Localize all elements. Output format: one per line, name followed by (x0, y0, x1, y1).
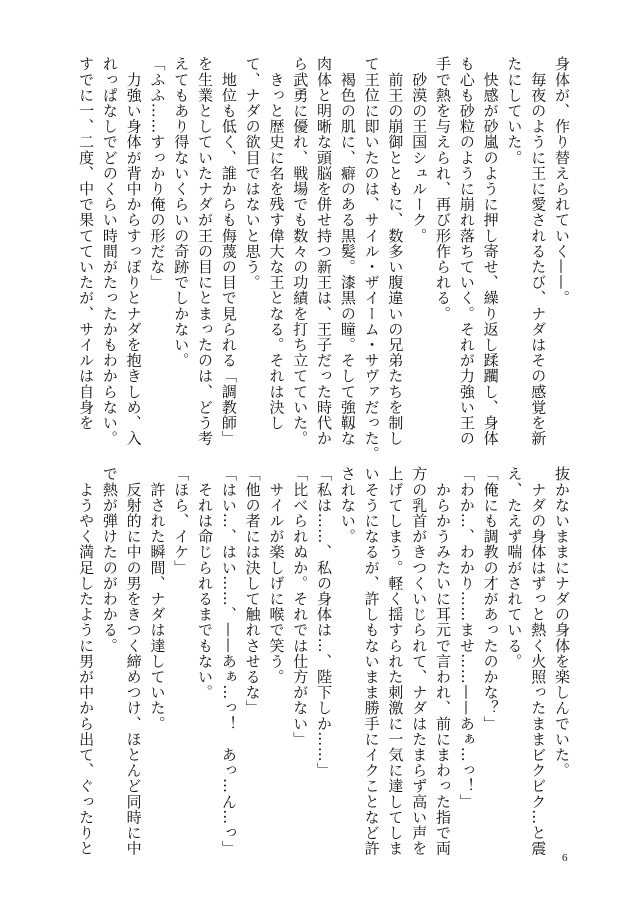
text-line: 「比べられぬか。それでは仕方がない」 (291, 466, 310, 747)
text-line: れっぱなしでどのくらい時間がたったかもわからない。 (100, 56, 119, 446)
text-line: 「はい…、はい……、——あぁ…っ！ あっ…ん…っ」 (219, 466, 238, 856)
text-line: 肉体と明晰な頭脳を併せ持つ新王は、王子だった時代か (315, 56, 334, 446)
text-line: 「私は……、私の身体は…、陛下しか……」 (315, 466, 334, 778)
text-line: を生業としていたナダが王の目にとまったのは、どう考 (196, 56, 215, 446)
text-line: 身体が、作り替えられていく——。 (553, 56, 571, 306)
text-line: 褐色の肌に、癖のある黒髪。漆黒の瞳。そして強靱な (338, 56, 357, 446)
text-line: も心も砂粒のように崩れ落ちていく。それが力強い王の (457, 56, 476, 446)
text-line: 上げてしまう。軽く揺すられた刺激に一気に達してしま (386, 466, 405, 856)
text-line: からかうみたいに耳元で言われ、前にまわった指で両 (434, 466, 453, 856)
text-line: 抜かないままにナダの身体を楽しんでいた。 (553, 466, 571, 778)
text-line: 力強い身体が背中からすっぽりとナダを抱きしめ、入 (124, 56, 143, 446)
text-line: 地位も低く、誰からも侮蔑の目で見られる「調教師」 (219, 56, 238, 446)
text-line: 反射的に中の男をきつく締めつけ、ほとんど同時に中 (124, 466, 143, 856)
text-line: サイルが楽しげに喉で笑う。 (267, 466, 286, 685)
text-line: 前王の崩御とともに、数多い腹違いの兄弟たちを制し (386, 56, 405, 446)
text-line: 毎夜のように王に愛されるたび、ナダはその感覚を新 (529, 56, 548, 446)
upper-text-block (73, 56, 573, 462)
text-line: ら武勇に優れ、戦場でも数々の功績を打ち立てていた。 (291, 56, 310, 446)
text-line: されない。 (338, 466, 357, 544)
text-line: それは命じられるまでもない。 (196, 466, 215, 700)
text-line: え、たえず喘がされている。 (505, 466, 524, 669)
text-line: 快感が砂嵐のように押し寄せ、繰り返し蹂躙し、身体 (481, 56, 500, 446)
text-line: いそうになるが、許しもないまま勝手にイクことなど許 (362, 466, 381, 856)
text-line: 手で熱を与えられ、再び形作られる。 (434, 56, 453, 322)
text-line: 「他の者には決して触れさせるな」 (243, 466, 262, 716)
text-line: 「わか…、わかり……ませ……——あぁ…っ！」 (457, 466, 476, 810)
text-line: で熱が弾けたのがわかる。 (100, 466, 119, 654)
text-line: 砂漠の王国シュルーク。 (410, 56, 429, 244)
text-line: 「俺にも調教の才があったのかな？」 (481, 466, 500, 732)
text-line: たにしていた。 (505, 56, 524, 166)
text-line: ナダの身体はずっと熱く火照ったままビクビク…と震 (529, 466, 548, 856)
text-line: て王位に即いたのは、サイル・ザイーム・サヴァだった。 (362, 56, 381, 462)
text-line: 「ふふ……すっかり俺の形だな」 (148, 56, 167, 290)
lower-text-block (73, 466, 573, 856)
text-line: 「ほら、イケ」 (172, 466, 191, 576)
text-line: 方の乳首がきつくいじられて、ナダはたまらず高い声を (410, 466, 429, 856)
text-line: えてもあり得ないくらいの奇跡でしかない。 (172, 56, 191, 368)
text-line: すでに一、二度、中で果てていたが、サイルは自身を (77, 56, 96, 431)
text-line: ようやく満足したように男が中から出て、ぐったりと (77, 466, 96, 856)
text-line: 許された瞬間、ナダは達していた。 (148, 466, 167, 732)
text-line: きっと歴史に名を残す偉大な王となる。それは決し (267, 56, 286, 431)
text-line: て、ナダの欲目ではないと思う。 (243, 56, 262, 290)
page-number: 6 (562, 852, 568, 864)
